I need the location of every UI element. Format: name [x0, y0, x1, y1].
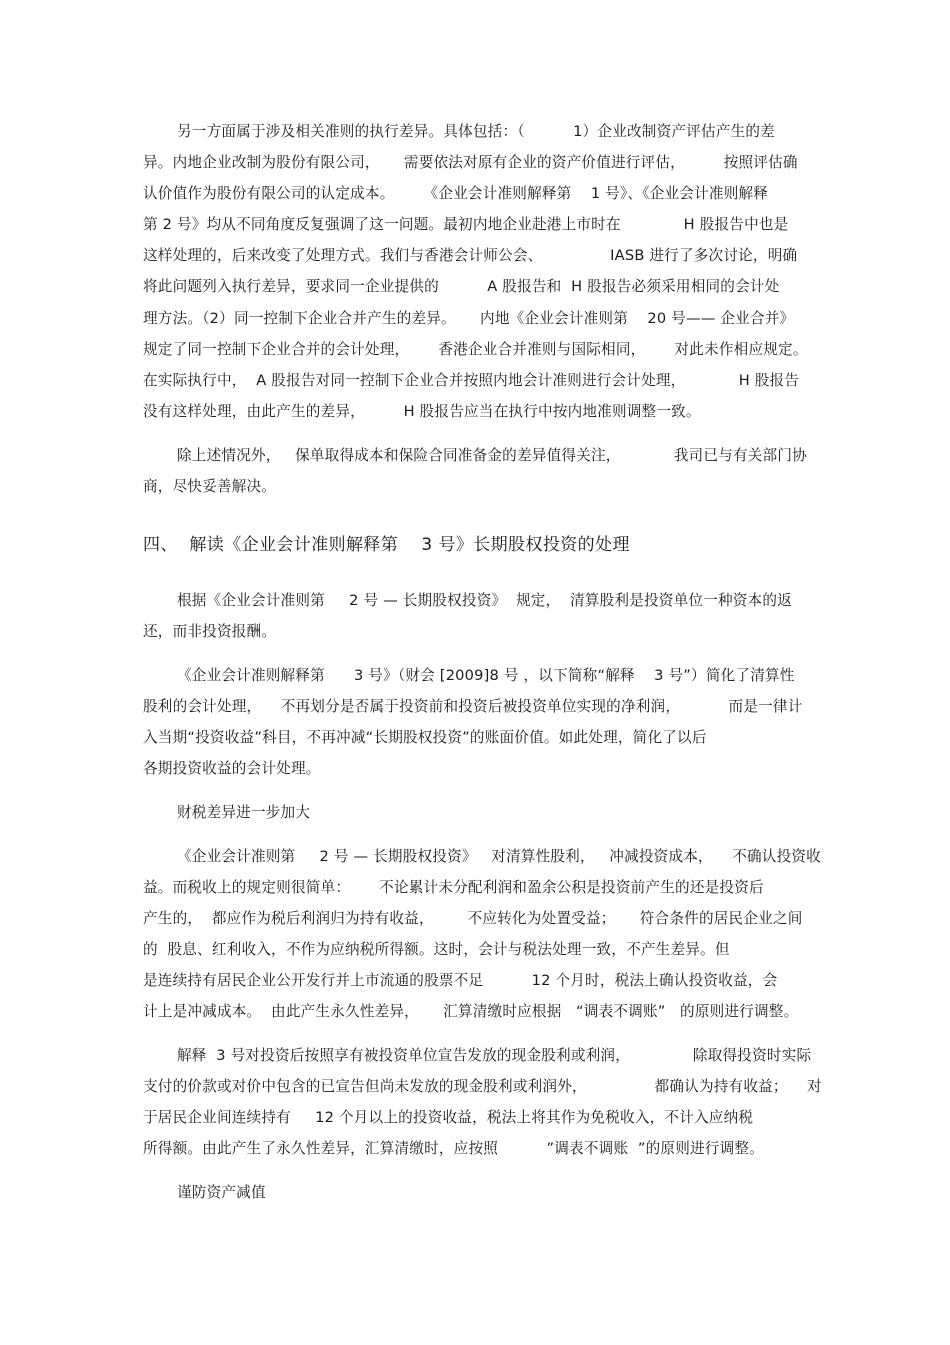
para1-line-2: 异。内地企业改制为股份有限公司， 需要依法对原有企业的资产价值进行评估， 按照评估确 — [143, 154, 798, 171]
para5-line-3: 产生的， 都应作为税后利润归为持有收益， 不应转化为处置受益； 符合条件的居民企业之间 — [143, 910, 803, 927]
para6-line-3: 于居民企业间连续持有 12 个月以上的投资收益，税法上将其作为免税收入，不计入应纳税 — [143, 1109, 754, 1126]
para1-line-4: 第 2 号》均从不同角度反复强调了这一问题。最初内地企业赴港上市时在 H 股报告中也是 — [143, 216, 789, 233]
para5-line-6: 计上是冲减成本。 由此产生永久性差异， 汇算清缴时应根据 “调表不调账” 的原则进行调整。 — [143, 1003, 799, 1020]
para4-line-3: 入当期“投资收益”科目，不再冲减“长期股权投资”的账面价值。如此处理，简化了以后 — [143, 729, 707, 746]
para3-line-1: 根据《企业会计准则第 2 号 — 长期股权投资》 规定， 清算股利是投资单位一种资本的返 — [177, 592, 792, 609]
para2-line-1: 除上述情况外， 保单取得成本和保险合同准备金的差异值得关注， 我司已与有关部门协 — [177, 447, 807, 464]
para4-line-4: 各期投资收益的会计处理。 — [143, 760, 321, 777]
para4-line-1: 《企业会计准则解释第 3 号》（财会 [2009]8 号 ，以下简称“解释 3 号”）简化了清算性 — [177, 667, 795, 684]
para2-line-2: 商，尽快妥善解决。 — [143, 478, 277, 495]
para6-line-1: 解释 3 号对投资后按照享有被投资单位宣告发放的现金股利或利润， 除取得投资时实际 — [177, 1047, 812, 1064]
para1-line-8: 规定了同一控制下企业合并的会计处理， 香港企业合并准则与国际相同， 对此未作相应规定。 — [143, 341, 808, 358]
para1-line-10: 没有这样处理，由此产生的差异， H 股报告应当在执行中按内地准则调整一致。 — [143, 403, 701, 420]
section-heading: 四、 解读《企业会计准则解释第 3 号》长期股权投资的处理 — [143, 535, 630, 555]
para1-line-7: 理方法。（2）同一控制下企业合并产生的差异。 内地《企业会计准则第 20 号—— 企业合并》 — [143, 310, 795, 327]
para6-line-4: 所得额。由此产生了永久性差异，汇算清缴时，应按照 ”调表不调账 ”的原则进行调整。 — [143, 1140, 764, 1157]
para3-line-2: 还，而非投资报酬。 — [143, 623, 277, 640]
para1-line-1: 另一方面属于涉及相关准则的执行差异。具体包括：（ 1）企业改制资产评估产生的差 — [177, 123, 775, 140]
subheading-tax-difference: 财税差异进一步加大 — [177, 804, 311, 821]
para5-line-1: 《企业会计准则第 2 号 — 长期股权投资》 对清算性股利， 冲减投资成本， 不确认投资收 — [177, 848, 821, 865]
para1-line-3: 认价值作为股份有限公司的认定成本。 《企业会计准则解释第 1 号》、《企业会计准则解释 — [143, 185, 769, 202]
para1-line-9: 在实际执行中， A 股报告对同一控制下企业合并按照内地会计准则进行会计处理， H 股报告 — [143, 372, 800, 389]
para5-line-5: 是连续持有居民企业公开发行并上市流通的股票不足 12 个月时，税法上确认投资收益，会 — [143, 972, 778, 989]
para1-line-6: 将此问题列入执行差异，要求同一企业提供的 A 股报告和 H 股报告必须采用相同的会计处 — [143, 278, 780, 295]
para5-line-2: 益。而税收上的规定则很简单： 不论累计未分配利润和盈余公积是投资前产生的还是投资后 — [143, 879, 764, 896]
subheading-asset-impairment: 谨防资产减值 — [177, 1184, 266, 1201]
para1-line-5: 这样处理的，后来改变了处理方式。我们与香港会计师公会、 IASB 进行了多次讨论，明确 — [143, 247, 798, 264]
para6-line-2: 支付的价款或对价中包含的已宣告但尚未发放的现金股利或利润外， 都确认为持有收益； 对 — [143, 1078, 822, 1095]
para5-line-4: 的 股息、红利收入，不作为应纳税所得额。这时，会计与税法处理一致，不产生差异。但 — [143, 941, 730, 958]
para4-line-2: 股利的会计处理， 不再划分是否属于投资前和投资后被投资单位实现的净利润， 而是一律计 — [143, 698, 803, 715]
